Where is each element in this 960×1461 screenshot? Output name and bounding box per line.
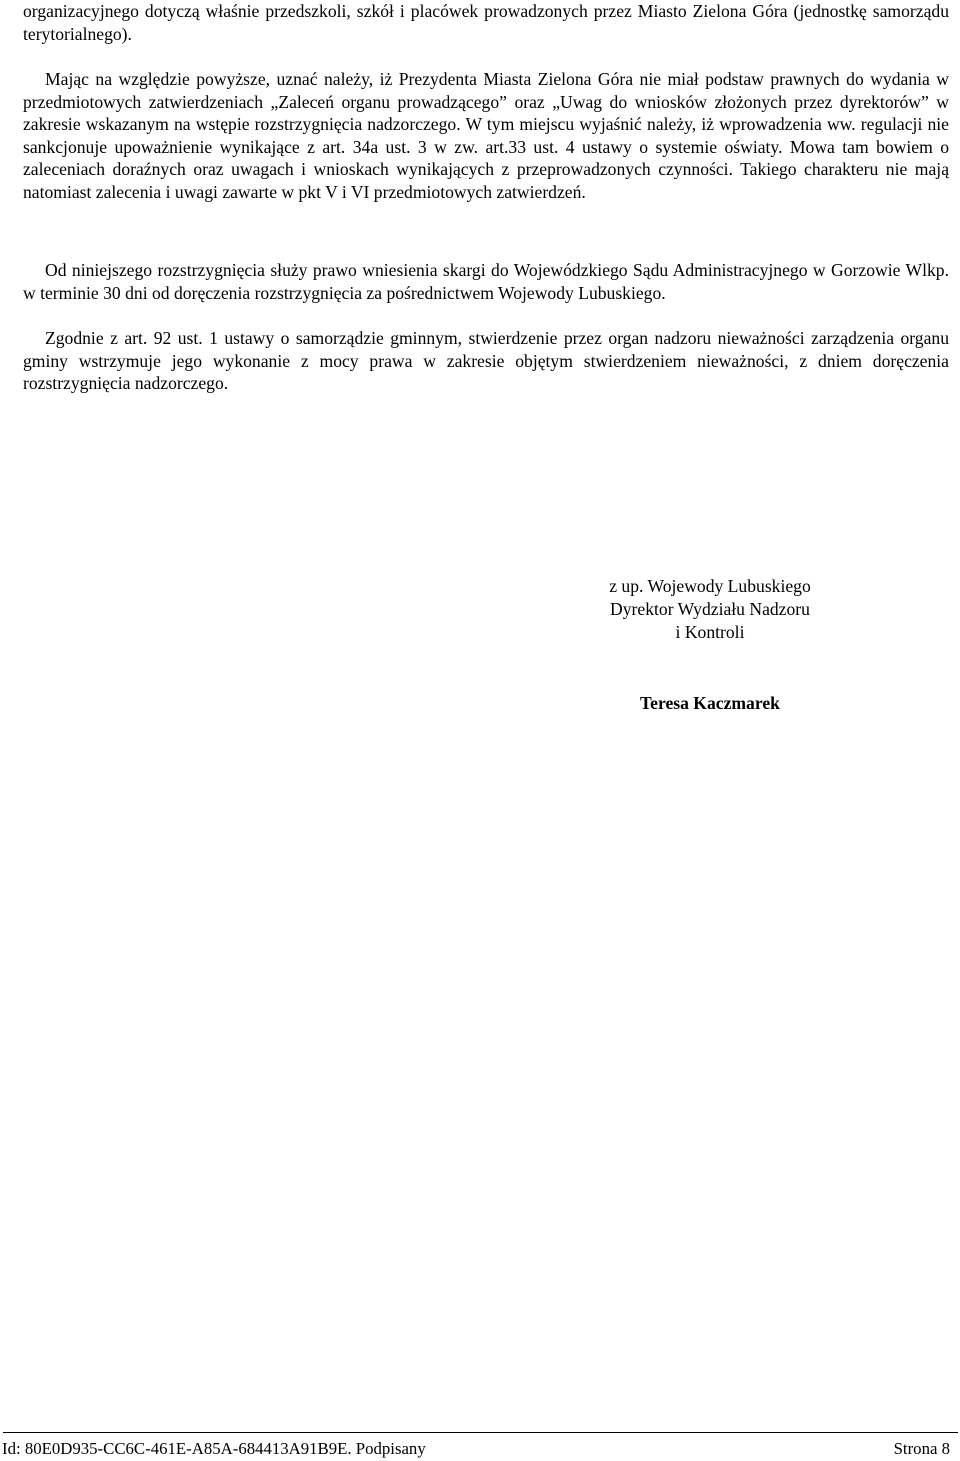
signature-line-department: i Kontroli — [675, 622, 745, 642]
signatory-name: Teresa Kaczmarek — [640, 693, 780, 713]
signature-block — [560, 575, 860, 644]
footer-divider — [3, 1432, 958, 1433]
paragraph-legal-effect: Zgodnie z art. 92 ust. 1 ustawy o samorządzie gminnym, stwierdzenie przez organ nadzoru nieważności zarządzenia organu gminy wstrzymuje jego wykonanie z mocy prawa w zakresie objętym stwierdzeniem nieważności, z dniem doręczenia rozstrzygnięcia nadzorczego. — [23, 328, 949, 393]
signature-line-authority: z up. Wojewody Lubuskiego — [609, 576, 811, 596]
paragraph-continuation: organizacyjnego dotyczą właśnie przedszkoli, szkół i placówek prowadzonych przez Miasto Zielona Góra (jednostkę samorządu terytorialnego). — [23, 1, 949, 44]
footer-document-id: Id: 80E0D935-CC6C-461E-A85A-684413A91B9E. Podpisany — [2, 1439, 426, 1458]
paragraph-appeal-notice: Od niniejszego rozstrzygnięcia służy prawo wniesienia skargi do Wojewódzkiego Sądu Administracyjnego w Gorzowie Wlkp. w terminie 30 dni od doręczenia rozstrzygnięcia za pośrednictwem Wojewody Lubuskiego. — [23, 260, 949, 303]
signature-line-position: Dyrektor Wydziału Nadzoru — [610, 599, 810, 619]
footer-page-number: Strona 8 — [893, 1439, 950, 1458]
paragraph-legal-assessment: Mając na względzie powyższe, uznać należy, iż Prezydenta Miasta Zielona Góra nie miał podstaw prawnych do wydania w przedmiotowych zatwierdzeniach „Zaleceń organu prowadzącego” oraz „Uwag do wniosków złożonych przez dyrektorów” w zakresie wskazanym na wstępie rozstrzygnięcia nadzorczego. W tym miejscu wyjaśnić należy, iż wprowadzenia ww. regulacji nie sankcjonuje upoważnienie wynikające z art. 34a ust. 3 w zw. art.33 ust. 4 ustawy o systemie oświaty. Mowa tam bowiem o zaleceniach doraźnych oraz uwagach i wnioskach wynikających z przeprowadzonych czynności. Takiego charakteru nie mają natomiast zalecenia i uwagi zawarte w pkt V i VI przedmiotowych zatwierdzeń. — [23, 69, 949, 202]
